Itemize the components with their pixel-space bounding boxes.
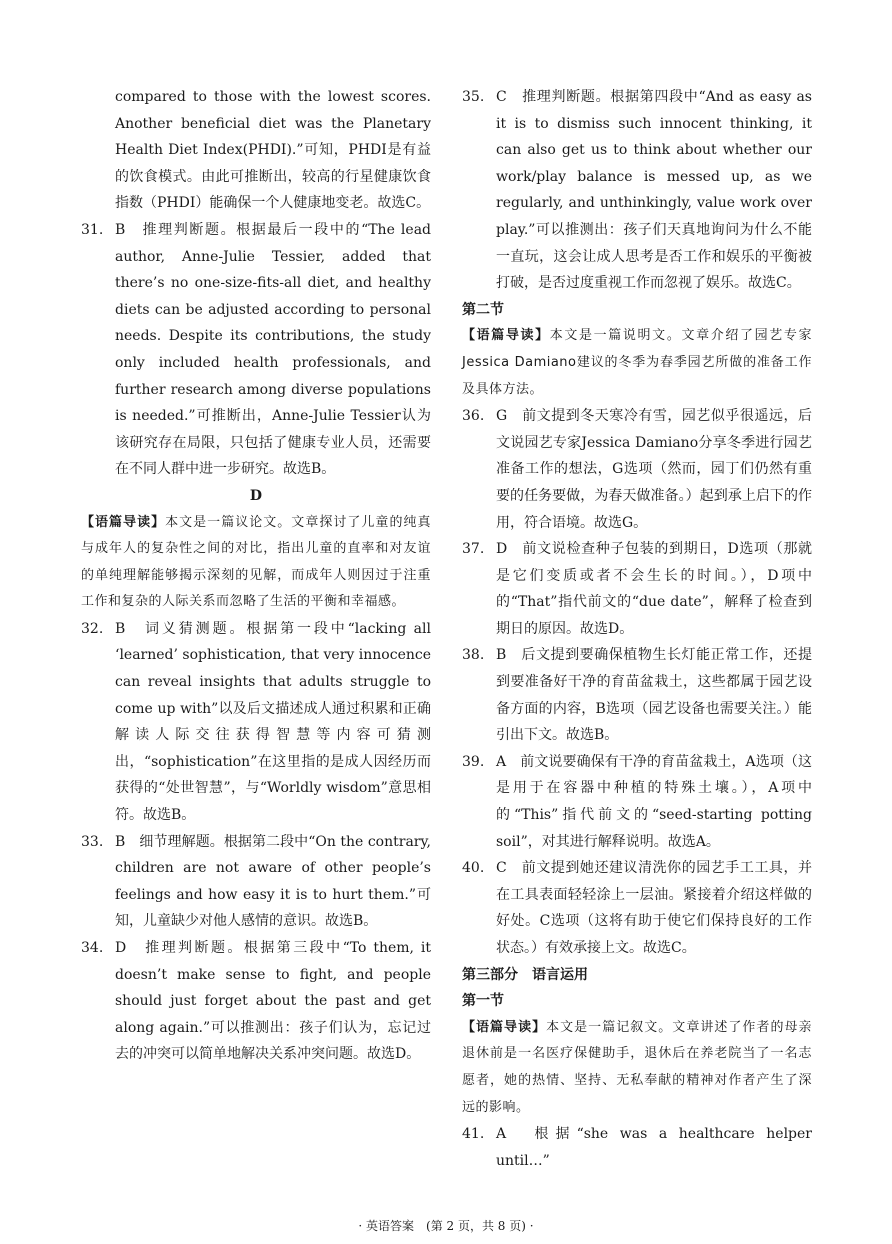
answer-number: 37. <box>462 541 485 558</box>
left-column <box>81 84 431 1068</box>
answer-text: G 前文提到冬天寒冷有雪，园艺似乎很遥远，后文说园艺专家Jessica Damiano分享冬季进行园艺准备工作的想法，G选项（然而，园丁们仍然有重要的任务要做，为春天做准备。）起到承上启下的作用，符合语境。故选G。 <box>496 408 812 531</box>
answer-text: B 词义猜测题。根据第一段中“lacking all ‘learned’ sophistication, that very innocence can reveal insights that adults struggle to come up with”以及后文描述成人通过积累和正确解读人际交往获得智慧等内容可猜测出，“sophistication”在这里指的是成人因经历而获得的“处世智慧”，与“Worldly wisdom”意思相符。故选B。 <box>115 620 431 824</box>
answer-number: 38. <box>462 647 485 664</box>
answer-number: 41. <box>462 1126 485 1143</box>
answer-41 <box>462 1121 812 1174</box>
q30-text: compared to those with the lowest scores. Another beneficial diet was the Planetary Health Diet Index(PHDI).”可知，PHDI是有益的饮食模式。由此可推断出，较高的行星健康饮食指数（PHDI）能确保一个人健康地变老。故选C。 <box>115 89 431 212</box>
answer-text: D 推理判断题。根据第三段中“To them, it doesn’t make sense to fight, and people should just forget about the past and get along again.”可以推测出：孩子们认为，忘记过去的冲突可以简单地解决关系冲突问题。故选D。 <box>115 940 431 1063</box>
answer-36 <box>462 403 812 536</box>
guide-tag: 【语篇导读】 <box>81 514 166 530</box>
answer-number: 31. <box>81 221 104 238</box>
answer-number: 39. <box>462 753 485 770</box>
answer-39 <box>462 749 812 855</box>
part-heading-3: 第三部分 语言运用 <box>462 966 588 983</box>
answer-text: B 推理判断题。根据最后一段中的“The lead author, Anne-Julie Tessier, added that there’s no one-size-fits-all diet, and healthy diets can be adjusted according to personal needs. Despite its contributions, the study only included health professionals, and further research among diverse populations is needed.”可推断出，Anne-Julie Tessier认为该研究存在局限，只包括了健康专业人员，还需要在不同人群中进一步研究。故选B。 <box>115 221 431 478</box>
answer-number: 33. <box>81 833 104 850</box>
answer-number: 32. <box>81 620 104 637</box>
q30-continuation <box>81 84 431 217</box>
answer-number: 36. <box>462 408 485 425</box>
section-heading-1: 第一节 <box>462 993 504 1010</box>
answer-text: A 前文说要确保有干净的育苗盆栽土，A选项（这是用于在容器中种植的特殊土壤。），A项中的“This”指代前文的“seed-starting potting soil”，对其进行解释说明。故选A。 <box>496 753 812 850</box>
answer-text: B 细节理解题。根据第二段中“On the contrary, children are not aware of other people’s feelings and how easy it is to hurt them.”可知，儿童缺少对他人感情的意识。故选B。 <box>115 833 431 930</box>
page-footer: · 英语答案 (第 2 页，共 8 页) · <box>358 1219 534 1233</box>
passage-guide-d <box>81 510 431 616</box>
guide-tag: 【语篇导读】 <box>462 1019 547 1035</box>
answer-text: C 前文提到她还建议清洗你的园艺手工工具，并在工具表面轻轻涂上一层油。紧接着介绍这样做的好处。C选项（这将有助于使它们保持良好的工作状态。）有效承接上文。故选C。 <box>496 860 812 956</box>
guide-tag: 【语篇导读】 <box>462 328 550 344</box>
answer-40 <box>462 855 812 961</box>
answer-33 <box>81 829 431 935</box>
passage-guide-3 <box>462 1015 812 1121</box>
answer-number: 34. <box>81 940 104 956</box>
section-heading-2: 第二节 <box>462 301 504 318</box>
answer-34 <box>81 935 431 1068</box>
right-column <box>462 84 812 1174</box>
guide-text: 本文是一篇议论文。文章探讨了儿童的纯真与成年人的复杂性之间的对比，指出儿童的直率和对友谊的单纯理解能够揭示深刻的见解，而成年人则因过于注重工作和复杂的人际关系而忽略了生活的平衡和幸福感。 <box>81 514 431 610</box>
answer-text: C 推理判断题。根据第四段中“And as easy as it is to dismiss such innocent thinking, it can also get us to think about whether our work/play balance is messed up, as we regularly, and unthinkingly, value work over play.”可以推测出：孩子们天真地询问为什么不能一直玩，这会让成人思考是否工作和娱乐的平衡被打破，是否过度重视工作而忽视了娱乐。故选C。 <box>496 89 812 292</box>
answer-number: 35. <box>462 89 485 105</box>
answer-37 <box>462 536 812 642</box>
guide-text: 本文是一篇记叙文。文章讲述了作者的母亲退休前是一名医疗保健助手，退休后在养老院当了一名志愿者，她的热情、坚持、无私奉献的精神对作者产生了深远的影响。 <box>462 1019 812 1115</box>
answer-31 <box>81 217 431 483</box>
answer-38 <box>462 642 812 748</box>
answer-32 <box>81 616 431 829</box>
answer-35 <box>462 84 812 297</box>
answer-text: D 前文说检查种子包装的到期日，D选项（那就是它们变质或者不会生长的时间。），D项中的“That”指代前文的“due date”，解释了检查到期日的原因。故选D。 <box>496 541 812 637</box>
section-heading-d: D <box>249 487 263 504</box>
answer-text: B 后文提到要确保植物生长灯能正常工作，还提到要准备好干净的育苗盆栽土，这些都属于园艺设备方面的内容，B选项（园艺设备也需要关注。）能引出下文。故选B。 <box>496 647 812 744</box>
guide-text: 本文是一篇说明文。文章介绍了园艺专家Jessica Damiano建议的冬季为春季园艺所做的准备工作及具体方法。 <box>462 328 812 397</box>
answer-number: 40. <box>462 860 485 877</box>
answer-text: A 根据“she was a healthcare helper until…” <box>496 1126 812 1169</box>
passage-guide-2 <box>462 323 812 403</box>
